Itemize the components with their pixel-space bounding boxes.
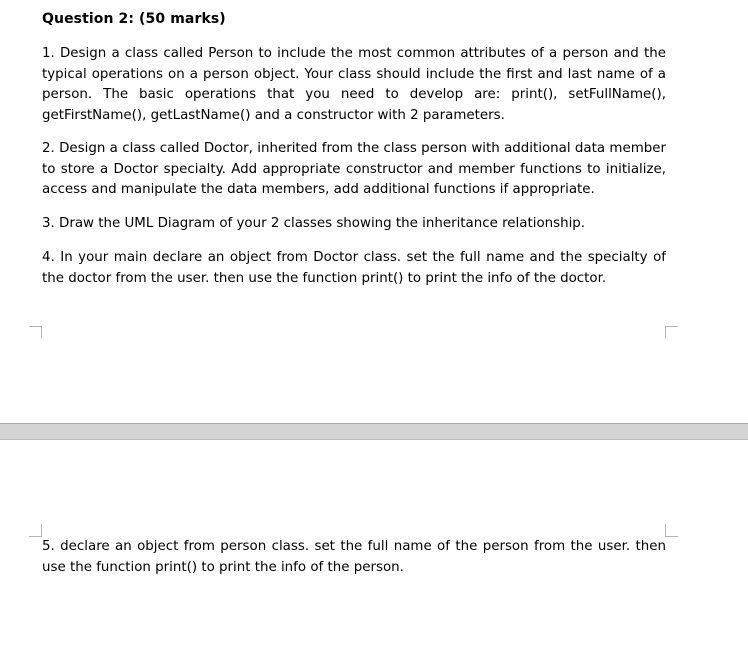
question-item-3: 3. Draw the UML Diagram of your 2 classes showing the inheritance relationship.: [42, 216, 586, 231]
question-item-1: 1. Design a class called Person to include the most common attributes of a person and the typical operations on a person object. Your class should include the first and last name of a person. The basic operations that you need to develop are: print(), setFullName(), getFirstName(), getLastName() and a constructor with 2 parameters.: [42, 46, 666, 123]
crop-mark-top-left: [29, 326, 42, 339]
page-gap: [0, 423, 748, 440]
question-heading: Question 2: (50 marks): [42, 11, 226, 27]
question-item-5: 5. declare an object from person class. set the full name of the person from the user. then use the function print() to print the info of the person.: [42, 539, 666, 575]
crop-mark-bottom-left: [29, 524, 42, 537]
crop-mark-bottom-right: [665, 524, 678, 537]
question-item-2: 2. Design a class called Doctor, inherited from the class person with additional data member to store a Doctor specialty. Add appropriate constructor and member functions to initialize, access and manipulate the data members, add additional functions if appropriate.: [42, 141, 666, 197]
question-item-4: 4. In your main declare an object from Doctor class. set the full name and the specialty of the doctor from the user. then use the function print() to print the info of the doctor.: [42, 250, 666, 286]
crop-mark-top-right: [665, 326, 678, 339]
